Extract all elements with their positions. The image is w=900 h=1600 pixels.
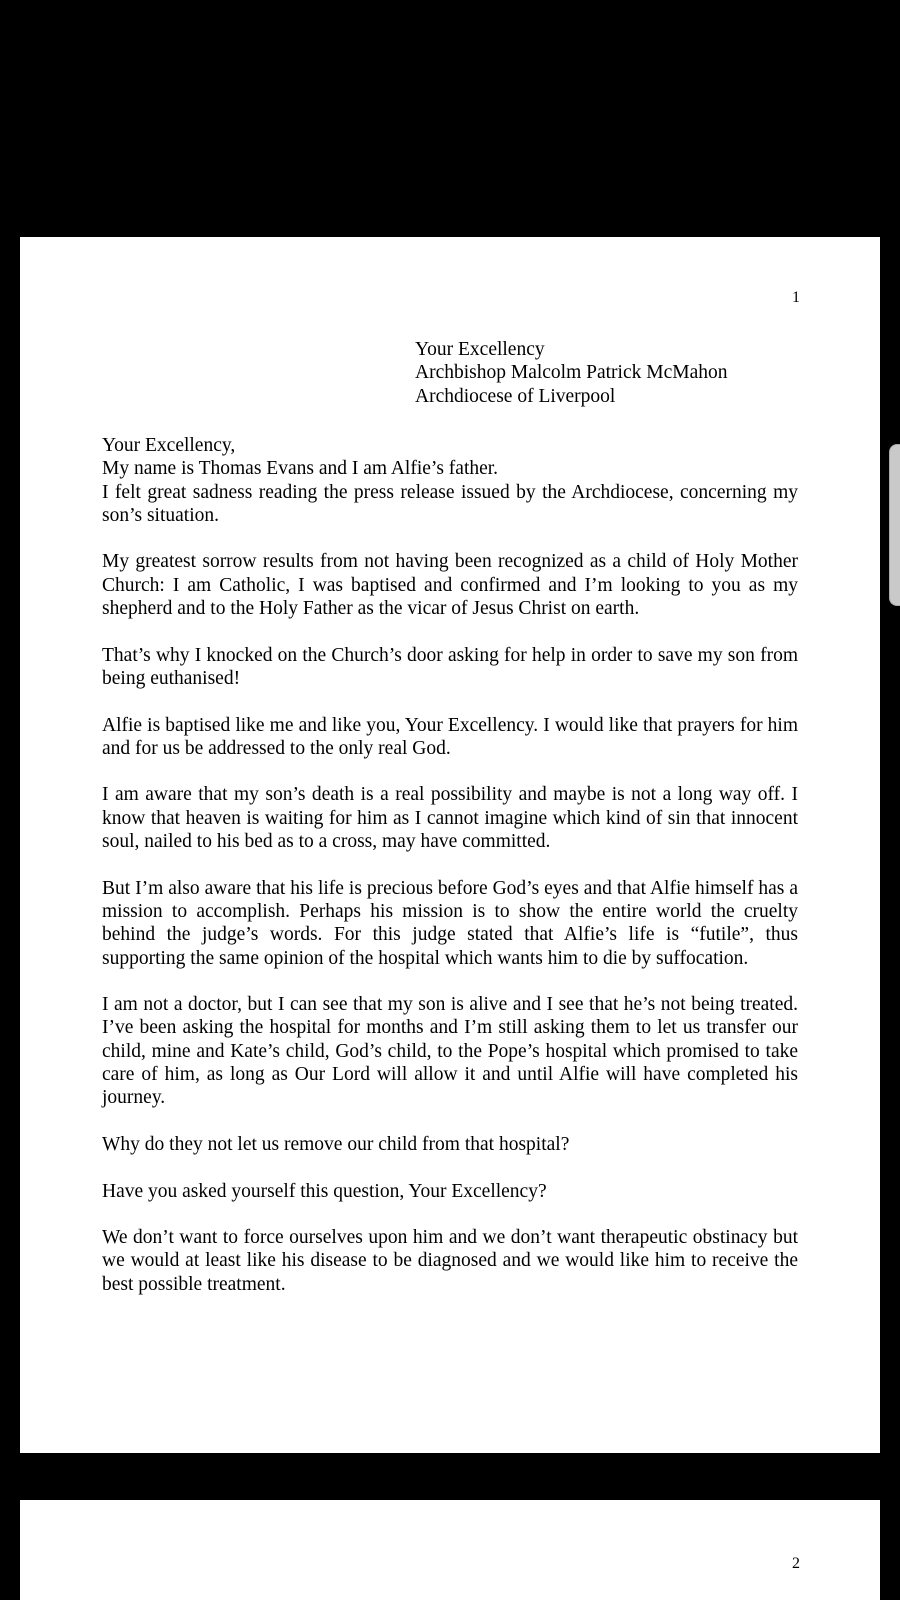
document-page — [20, 1500, 880, 1600]
letter-paragraph: I am aware that my son’s death is a real possibility and maybe is not a long way off. I know that heaven is waiting for him as I cannot imagine which kind of sin that innocent soul, nailed to his bed as to a cross, may have committed. — [102, 784, 798, 853]
address-line: Your Excellency — [415, 339, 545, 360]
address-line: Archdiocese of Liverpool — [415, 385, 616, 407]
letter-intro: My name is Thomas Evans and I am Alfie’s father. — [102, 458, 499, 480]
page-number: 2 — [792, 1555, 800, 1572]
page-number: 1 — [792, 289, 800, 306]
letter-body — [102, 434, 798, 1319]
letter-paragraph: I felt great sadness reading the press release issued by the Archdiocese, concerning my son’s situation. — [102, 481, 798, 526]
recipient-address — [415, 338, 728, 408]
letter-paragraph: That’s why I knocked on the Church’s door asking for help in order to save my son from being euthanised! — [102, 644, 798, 689]
letter-paragraph: But I’m also aware that his life is precious before God’s eyes and that Alfie himself has a mission to accomplish. Perhaps his mission is to show the entire world the cruelty behind the judge’s words. For this judge stated that Alfie’s life is “futile”, thus supporting the same opinion of the hospital which wants him to die by suffocation. — [102, 877, 798, 969]
address-line: Archbishop Malcolm Patrick McMahon — [415, 362, 728, 384]
document-page — [20, 237, 880, 1453]
letter-paragraph: Why do they not let us remove our child from that hospital? — [102, 1133, 570, 1155]
salutation: Your Excellency, — [102, 435, 236, 456]
letter-paragraph: I am not a doctor, but I can see that my son is alive and I see that he’s not being treated. I’ve been asking the hospital for months and I’m still asking them to let us transfer our child, mine and Kate’s child, God’s child, to the Pope’s hospital which promised to take care of him, as long as Our Lord will allow it and until Alfie will have completed his journey. — [102, 994, 798, 1109]
letter-paragraph: We don’t want to force ourselves upon him and we don’t want therapeutic obstinacy but we would at least like his disease to be diagnosed and we would like him to receive the best possible treatment. — [102, 1227, 798, 1295]
scroll-handle[interactable] — [889, 444, 900, 606]
letter-paragraph: My greatest sorrow results from not having been recognized as a child of Holy Mother Church: I am Catholic, I was baptised and confirmed and I’m looking to you as my shepherd and to the Holy Father as the vicar of Jesus Christ on earth. — [102, 551, 798, 620]
letter-paragraph: Alfie is baptised like me and like you, Your Excellency. I would like that prayers for him and for us be addressed to the only real God. — [102, 714, 798, 759]
letter-paragraph: Have you asked yourself this question, Your Excellency? — [102, 1180, 547, 1202]
